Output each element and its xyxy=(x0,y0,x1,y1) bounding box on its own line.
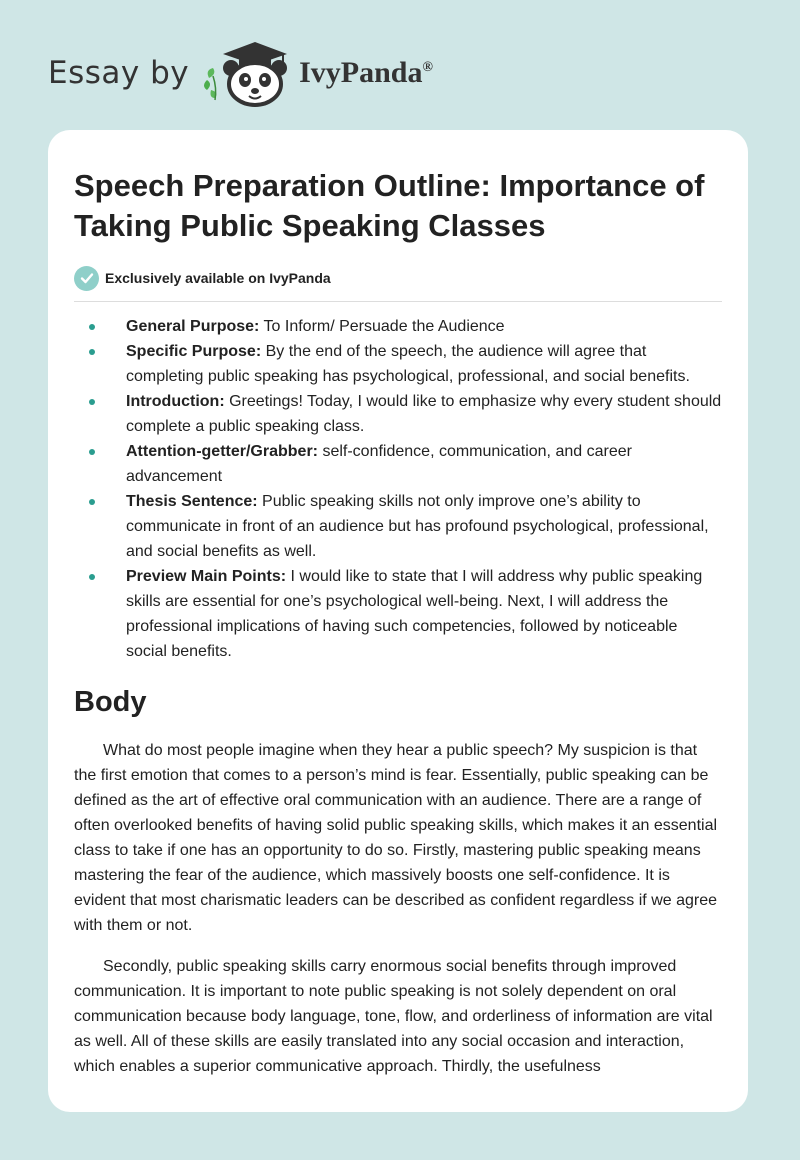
site-header xyxy=(48,38,433,108)
outline-item: Introduction: Greetings! Today, I would like to emphasize why every student should complete a public speaking class. xyxy=(126,389,722,439)
essay-by-label: Essay by xyxy=(48,55,190,91)
divider xyxy=(74,301,722,302)
check-icon xyxy=(74,266,99,291)
outline-item: Specific Purpose: By the end of the speech, the audience will agree that completing public speaking has psychological, professional, and social benefits. xyxy=(126,339,722,389)
exclusive-label: Exclusively available on IvyPanda xyxy=(105,270,331,286)
section-heading-body: Body xyxy=(74,686,147,718)
panda-logo-icon[interactable] xyxy=(203,38,295,108)
brand-name: IvyPanda® xyxy=(299,56,433,89)
page-title: Speech Preparation Outline: Importance of Taking Public Speaking Classes xyxy=(74,168,705,243)
exclusive-badge xyxy=(74,264,722,292)
essay-card xyxy=(48,130,748,1112)
body-paragraph: What do most people imagine when they hear a public speech? My suspicion is that the first emotion that comes to a person’s mind is fear. Essentially, public speaking can be defined as the art of effective oral communication with an audience. There are a range of often overlooked benefits of having solid public speaking skills, which makes it an essential class to take if one has an opportunity to do so. Firstly, mastering public speaking means mastering the fear of the audience, which massively boosts one self-confidence. It is evident that most charismatic leaders can be described as confident regardless if we agree with them or not. xyxy=(74,742,718,934)
outline-item: General Purpose: To Inform/ Persuade the Audience xyxy=(126,314,722,339)
outline-item: Attention-getter/Grabber: self-confidence, communication, and career advancement xyxy=(126,439,722,489)
outline-item: Thesis Sentence: Public speaking skills not only improve one’s ability to communicate in front of an audience but has profound psychological, professional, and social benefits as well. xyxy=(126,489,722,564)
outline-list xyxy=(74,314,722,664)
outline-item: Preview Main Points: I would like to state that I will address why public speaking skills are essential for one’s psychological well-being. Next, I will address the professional implications of having such competencies, followed by noticeable social benefits. xyxy=(126,564,722,664)
body-paragraph: Secondly, public speaking skills carry enormous social benefits through improved communication. It is important to note public speaking is not solely dependent on oral communication because body language, tone, flow, and orderliness of information are vital as well. All of these skills are easily translated into any social occasion and interaction, which enables a superior communicative approach. Thirdly, the usefulness xyxy=(74,958,713,1075)
